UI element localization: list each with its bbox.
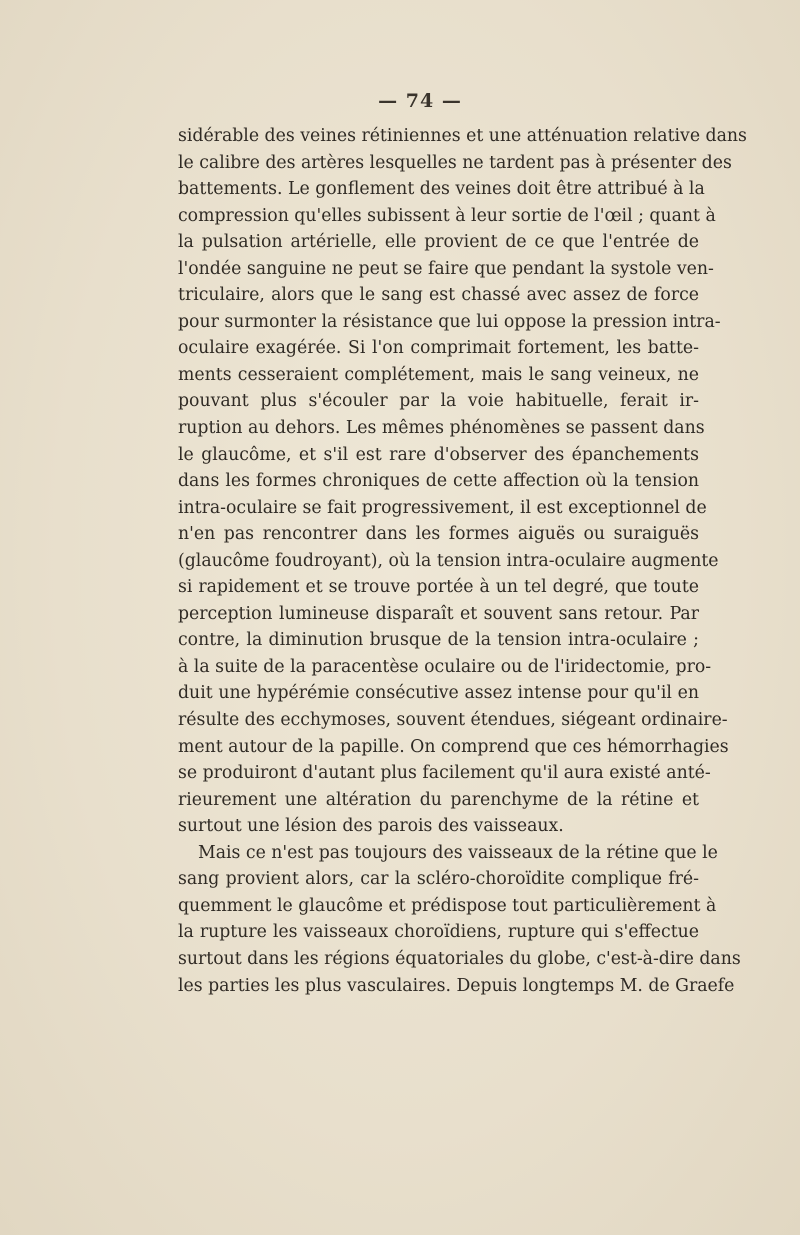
text-line: battements. Le gonflement des veines doit être attribué à la <box>178 179 705 200</box>
text-line: l'ondée sanguine ne peut se faire que pendant la systole ven- <box>178 258 714 279</box>
text-line: Mais ce n'est pas toujours des vaisseaux de la rétine que le <box>198 842 718 863</box>
text-line: quemment le glaucôme et prédispose tout particulièrement à <box>178 895 717 916</box>
text-line: oculaire exagérée. Si l'on comprimait fortement, les batte- <box>178 338 699 359</box>
text-line: si rapidement et se trouve portée à un tel degré, que toute <box>178 577 699 598</box>
text-line: compression qu'elles subissent à leur sortie de l'œil ; quant à <box>178 205 716 226</box>
text-line: ments cesseraient complétement, mais le sang veineux, ne <box>178 364 699 385</box>
text-line: perception lumineuse disparaît et souvent sans retour. Par <box>178 603 699 624</box>
text-line: la rupture les vaisseaux choroïdiens, rupture qui s'effectue <box>178 922 699 943</box>
text-line: la pulsation artérielle, elle provient de ce que l'entrée de <box>178 232 699 253</box>
text-line: intra-oculaire se fait progressivement, il est exceptionnel de <box>178 497 707 518</box>
text-line: pour surmonter la résistance que lui oppose la pression intra- <box>178 311 721 332</box>
text-line: résulte des ecchymoses, souvent étendues, siégeant ordinaire- <box>178 710 728 731</box>
text-line: ment autour de la papille. On comprend que ces hémorrhagies <box>178 736 729 757</box>
page-number: — 74 — <box>378 90 462 112</box>
text-line: le calibre des artères lesquelles ne tardent pas à présenter des <box>178 152 732 173</box>
text-line: pouvant plus s'écouler par la voie habituelle, ferait ir- <box>178 391 699 412</box>
text-line: dans les formes chroniques de cette affection où la tension <box>178 471 699 492</box>
text-line: surtout dans les régions équatoriales du globe, c'est-à-dire dans <box>178 948 741 969</box>
text-line: à la suite de la paracentèse oculaire ou de l'iridectomie, pro- <box>178 656 712 677</box>
text-line: duit une hypérémie consécutive assez intense pour qu'il en <box>178 683 699 704</box>
text-line: (glaucôme foudroyant), où la tension intra-oculaire augmente <box>178 550 719 571</box>
text-line: ruption au dehors. Les mêmes phénomènes se passent dans <box>178 418 705 439</box>
text-line: triculaire, alors que le sang est chassé avec assez de force <box>178 285 699 306</box>
text-line: le glaucôme, et s'il est rare d'observer des épanchements <box>178 444 699 465</box>
text-line: sidérable des veines rétiniennes et une atténuation relative dans <box>178 126 747 146</box>
text-line: n'en pas rencontrer dans les formes aiguës ou suraiguës <box>178 524 699 545</box>
text-line: se produiront d'autant plus facilement qu'il aura existé anté- <box>178 763 711 784</box>
text-line: les parties les plus vasculaires. Depuis longtemps M. de Graefe <box>178 975 735 996</box>
text-line: rieurement une altération du parenchyme de la rétine et <box>178 789 699 810</box>
text-line: surtout une lésion des parois des vaisseaux. <box>178 816 564 837</box>
text-line: sang provient alors, car la scléro-choroïdite complique fré- <box>178 869 699 890</box>
body-text <box>178 123 747 999</box>
text-line: contre, la diminution brusque de la tension intra-oculaire ; <box>178 630 699 651</box>
